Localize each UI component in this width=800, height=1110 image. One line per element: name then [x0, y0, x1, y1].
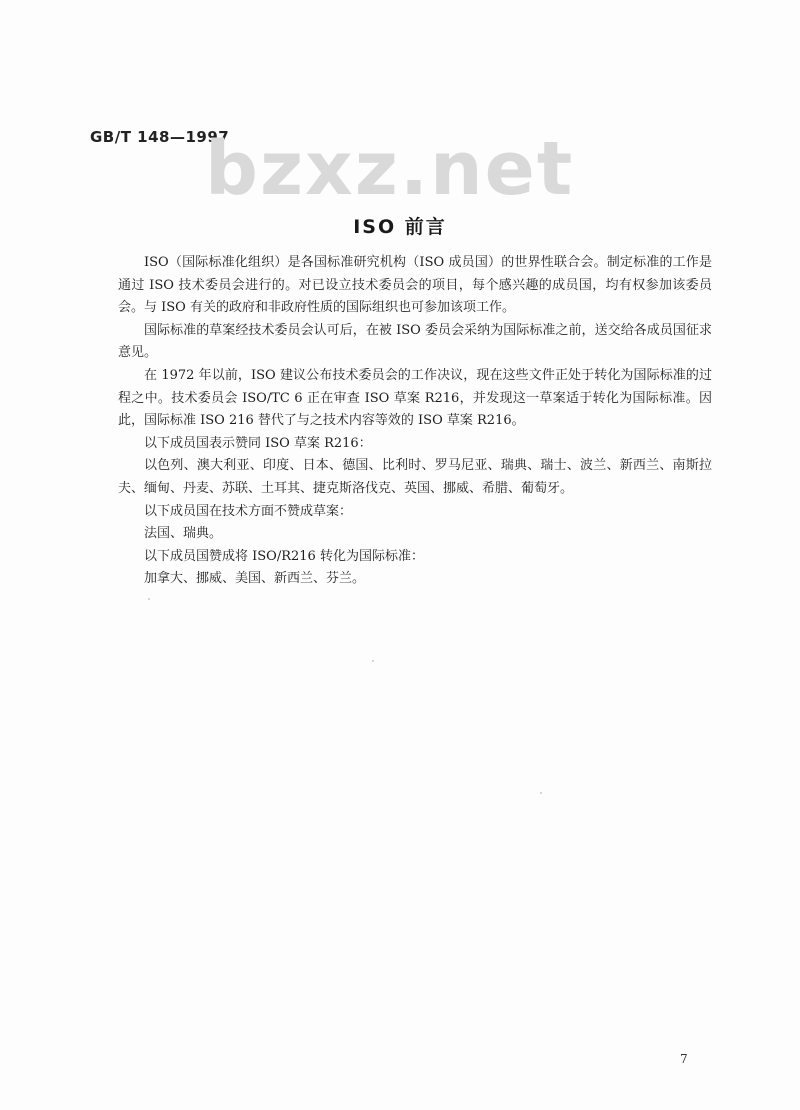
paragraph-history: 在 1972 年以前，ISO 建议公布技术委员会的工作决议，现在这些文件正处于转化为国际标准的过程之中。技术委员会 ISO/TC 6 正在审查 ISO 草案 R216，并发现这一草案适于转化为国际标准。因此，国际标准 ISO 216 替代了与之技术内容等效的 ISO 草案 R216。: [118, 367, 712, 429]
paragraph-approve-list: 以色列、澳大利亚、印度、日本、德国、比利时、罗马尼亚、瑞典、瑞士、波兰、新西兰、南斯拉夫、缅甸、丹麦、苏联、土耳其、捷克斯洛伐克、英国、挪威、希腊、葡萄牙。: [118, 458, 712, 496]
scan-speck: [372, 660, 374, 662]
watermark: bzxz.net: [205, 126, 575, 212]
paragraph-disapprove-list: 法国、瑞典。: [144, 526, 223, 542]
paragraph-convert-list: 加拿大、挪威、美国、新西兰、芬兰。: [144, 571, 366, 587]
paragraph-iso-intro: ISO（国际标准化组织）是各国标准研究机构（ISO 成员国）的世界性联合会。制定标准的工作是通过 ISO 技术委员会进行的。对已设立技术委员会的项目，每个感兴趣的成员国，均有权参加该委员会。与 ISO 有关的政府和非政府性质的国际组织也可参加该项工作。: [118, 255, 712, 316]
paragraph-draft-review: 国际标准的草案经技术委员会认可后，在被 ISO 委员会采纳为国际标准之前，送交给各成员国征求意见。: [118, 322, 712, 361]
body-text: [118, 252, 712, 591]
paragraph-disapprove-heading: 以下成员国在技术方面不赞成草案：: [144, 503, 353, 519]
standard-number: GB/T 148—1997: [90, 128, 230, 146]
scan-speck: [540, 792, 542, 794]
scan-speck: [148, 598, 150, 600]
paragraph-approve-heading: 以下成员国表示赞同 ISO 草案 R216：: [144, 435, 372, 451]
page-number: 7: [680, 1052, 688, 1066]
paragraph-convert-heading: 以下成员国赞成将 ISO/R216 转化为国际标准：: [144, 548, 424, 564]
page-title: ISO 前言: [353, 216, 447, 238]
